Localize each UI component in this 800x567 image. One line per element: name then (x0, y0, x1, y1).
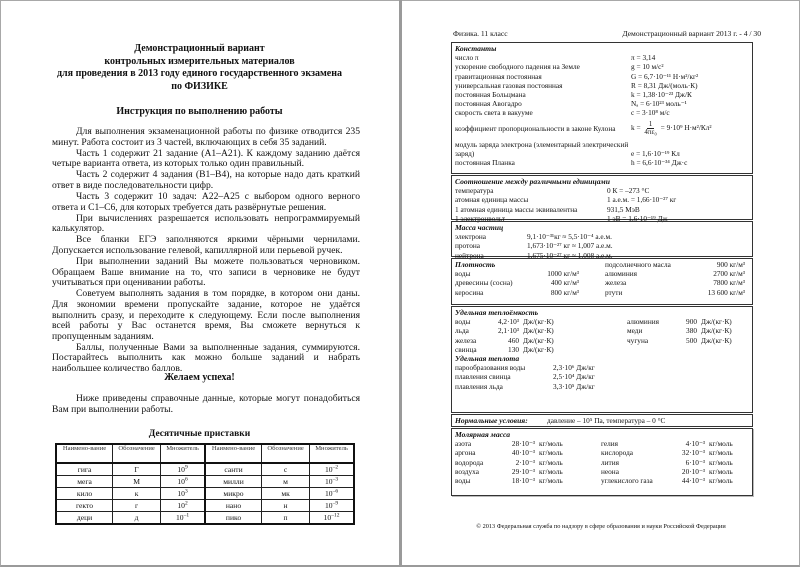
column-header: Множитель (310, 444, 354, 463)
cell: н (262, 500, 310, 512)
wish-heading: Желаем успеха! (164, 372, 235, 383)
cell: $10^6$ (161, 476, 205, 488)
molar-row: воды 18·10⁻³ кг/моль углекислого газа 44·10⁻³ кг/моль (455, 476, 733, 486)
cell: с (262, 463, 310, 476)
column-header: Наимено-вание (205, 444, 262, 463)
section-title: Молярная масса (455, 430, 511, 439)
constant-row: универсальная газовая постоянная R = 8,31 Дж/(моль·К) (455, 80, 698, 90)
constant-row: постоянная Авогадро Nₐ = 6·10²³ моль⁻¹ (455, 99, 687, 109)
molar-row: водорода 2·10⁻³ кг/моль лития 6·10⁻³ кг/моль (455, 457, 733, 467)
cell: Г (113, 463, 161, 476)
cell: милли (205, 476, 262, 488)
ratio-row: температура 0 К = –273 °С (455, 186, 650, 196)
molar-row: азота 28·10⁻³ кг/моль гелия 4·10⁻³ кг/моль (455, 439, 733, 449)
cell: санти (205, 463, 262, 476)
cell: мк (262, 488, 310, 500)
instructions-body (52, 127, 360, 375)
cell: пико (205, 512, 262, 525)
latent-row: плавления свинца 2,5·10⁴ Дж/кг (455, 372, 595, 382)
paragraph: При вычислениях разрешается использовать непрограммируемый калькулятор. (52, 212, 360, 235)
cell: $10^{-9}$ (310, 500, 354, 512)
mass-row: нейтрона 1,675·10⁻²⁷ кг ≈ 1,008 а.е.м. (455, 250, 613, 260)
cell: М (113, 476, 161, 488)
cell: $10^3$ (161, 488, 205, 500)
normal-conditions-row: Нормальные условия: давление – 10⁵ Па, температура – 0 °С (455, 416, 666, 425)
cell: микро (205, 488, 262, 500)
page-left (0, 0, 399, 566)
cell: к (113, 488, 161, 500)
ratio-row: 1 электронвольт 1 эВ = 1,6·10⁻¹⁹ Дж (455, 213, 668, 223)
constants-section (451, 42, 753, 174)
paragraph: Часть 3 содержит 10 задач: А22–А25 с выбором одного верного ответа и С1–С6, для которых требуется дать развёрнутые решения. (52, 191, 360, 213)
column-header: Наимено-вание (56, 444, 113, 463)
cell: гига (56, 463, 113, 476)
ratio-row: 1 атомная единица массы эквивалентна 931,5 МэВ (455, 204, 640, 214)
section-title: Соотношение между различными единицами (455, 177, 610, 186)
section-title: Удельная теплоёмкость (455, 308, 539, 317)
table-row (56, 500, 354, 512)
page-header (453, 29, 761, 38)
section-title: Константы (455, 44, 497, 53)
page-right (402, 0, 800, 566)
latent-row: плавления льда 3,3·10⁵ Дж/кг (455, 381, 595, 391)
heat-row: свинца 130 Дж/(кг·К) (455, 344, 554, 354)
heat-row: льда 2,1·10³ Дж/(кг·К) меди 380 Дж/(кг·К) (455, 326, 732, 336)
mass-row: протона 1,673·10⁻²⁷ кг ≈ 1,007 а.е.м. (455, 241, 613, 251)
column-header: Множитель (161, 444, 205, 463)
cell: мега (56, 476, 113, 488)
table-header-row (56, 444, 354, 463)
fraction: $\frac{1}{\text{4πε₀}}$ (644, 120, 657, 137)
latent-row: парообразования воды 2,3·10⁶ Дж/кг (455, 363, 595, 373)
constant-row: ускорение свободного падения на Земле g = 10 м/с² (455, 62, 664, 72)
reference-note (52, 393, 360, 415)
paragraph: Советуем выполнять задания в том порядке, в котором они даны. Для экономии времени пропускайте задание, которое не удаётся выполнить сразу, и переходите к следующему. Если после выполнения всей работы у Вас останется время, Вы сможете вернуться к пропущенным заданиям. (52, 288, 360, 342)
constant-row: скорость света в вакууме c = 3·10⁸ м/с (455, 108, 670, 118)
constant-row: число π π = 3,14 (455, 53, 656, 63)
density-row: Плотность подсолнечного масла 900 кг/м³ (455, 260, 745, 269)
density-row: древесины (сосна) 400 кг/м³ железа 7800 кг/м³ (455, 278, 745, 288)
constant-row: постоянная Больцмана k = 1,38·10⁻²³ Дж/К (455, 90, 692, 100)
constant-row: модуль заряда электрона (элементарный электрический заряд) e = 1,6·10⁻¹⁹ Кл (455, 139, 680, 158)
paragraph: Часть 1 содержит 21 задание (А1–А21). К каждому заданию даётся четыре варианта ответа, из которых только один правильный. (52, 147, 360, 170)
cell: $10^{-1}$ (161, 512, 205, 525)
cell: нано (205, 500, 262, 512)
header-page-info: Демонстрационный вариант 2013 г. - 4 / 30 (622, 29, 761, 38)
prefix-table-title: Десятичные приставки (148, 429, 251, 439)
header-subject: Физика. 11 класс (453, 29, 508, 38)
molar-mass-section (451, 428, 753, 496)
cell: деци (56, 512, 113, 525)
cell: $10^{-3}$ (310, 476, 354, 488)
section-title: Масса частиц (455, 223, 504, 232)
heat-row: воды 4,2·10³ Дж/(кг·К) алюминия 900 Дж/(кг·К) (455, 317, 732, 327)
mass-row: электрона 9,1·10⁻³¹кг ≈ 5,5·10⁻⁴ а.е.м. (455, 232, 612, 242)
constant-row: гравитационная постоянная G = 6,7·10⁻¹¹ Н·м²/кг² (455, 71, 699, 81)
document-title (0, 43, 399, 93)
table-row (56, 488, 354, 500)
section-title: Удельная теплота (455, 354, 520, 364)
cell: гекто (56, 500, 113, 512)
ratio-row: атомная единица массы 1 а.е.м. = 1,66·10⁻²⁷ кг (455, 195, 677, 205)
section-title: Нормальные условия: (455, 416, 528, 425)
column-header: Обозначение (113, 444, 161, 463)
heat-section (451, 306, 753, 413)
column-header: Обозначение (262, 444, 310, 463)
cell: $10^{-2}$ (310, 463, 354, 476)
table-row (56, 512, 354, 525)
cell: $10^2$ (161, 500, 205, 512)
density-row: керосина 800 кг/м³ ртути 13 600 кг/м³ (455, 287, 745, 297)
paragraph: Все бланки ЕГЭ заполняются яркими чёрными чернилами. Допускается использование гелевой, капиллярной или перьевой ручек. (52, 234, 360, 257)
table-row (56, 476, 354, 488)
constant-row-coulomb: коэффициент пропорциональности в законе Кулона k = $\frac{1}{\text{4πε₀}}$ = 9·10⁹ Н·м²/Кл² (455, 118, 749, 140)
cell: $10^{-6}$ (310, 488, 354, 500)
cell: м (262, 476, 310, 488)
title-line: по ФИЗИКЕ (171, 80, 228, 92)
cell: $10^{-12}$ (310, 512, 354, 525)
paragraph: Для выполнения экзаменационной работы по физике отводится 235 минут. Работа состоит из 3 частей, включающих в себя 35 заданий. (52, 126, 360, 148)
density-row: воды 1000 кг/м³ алюминия 2700 кг/м³ (455, 269, 745, 279)
constant-row: постоянная Планка h = 6,6·10⁻³⁴ Дж·с (455, 158, 688, 168)
density-section (451, 258, 753, 305)
table-row (56, 463, 354, 476)
molar-row: аргона 40·10⁻³ кг/моль кислорода 32·10⁻³ кг/моль (455, 448, 733, 458)
normal-conditions-section (451, 414, 753, 427)
cell: п (262, 512, 310, 525)
cell: $10^9$ (161, 463, 205, 476)
coulomb-formula: k = $\frac{1}{\text{4πε₀}}$ = 9·10⁹ Н·м²/Кл² (631, 120, 712, 137)
unit-ratios-section (451, 175, 753, 223)
instructions-heading: Инструкция по выполнению работы (116, 106, 283, 117)
prefix-table (55, 443, 355, 525)
title-line: Демонстрационный вариант (134, 43, 265, 54)
paragraph: При выполнении заданий Вы можете пользоваться черновиком. Обращаем Ваше внимание на то, что записи в черновике не будут учитываться при оценивании работы. (52, 256, 360, 289)
title-line: для проведения в 2013 году единого государственного экзамена (56, 68, 342, 79)
paragraph: Ниже приведены справочные данные, которые могут понадобиться Вам при выполнении работы. (52, 393, 360, 415)
particle-mass-section (451, 221, 753, 260)
molar-row: воздуха 29·10⁻³ кг/моль неона 20·10⁻³ кг/моль (455, 466, 733, 476)
section-title: Плотность (455, 260, 496, 269)
cell: д (113, 512, 161, 525)
paragraph: Баллы, полученные Вами за выполненные задания, суммируются. Постарайтесь выполнить как можно больше заданий и набрать наибольшее количество баллов. (52, 341, 360, 375)
title-line: контрольных измерительных материалов (104, 55, 295, 67)
heat-row: железа 460 Дж/(кг·К) чугуна 500 Дж/(кг·К) (455, 335, 732, 345)
cell: кило (56, 488, 113, 500)
cell: г (113, 500, 161, 512)
paragraph: Часть 2 содержит 4 задания (В1–В4), на которые надо дать краткий ответ в виде последовательности цифр. (52, 169, 360, 191)
page-footer: © 2013 Федеральная служба по надзору в сфере образования и науки Российской Федерации (476, 523, 726, 530)
